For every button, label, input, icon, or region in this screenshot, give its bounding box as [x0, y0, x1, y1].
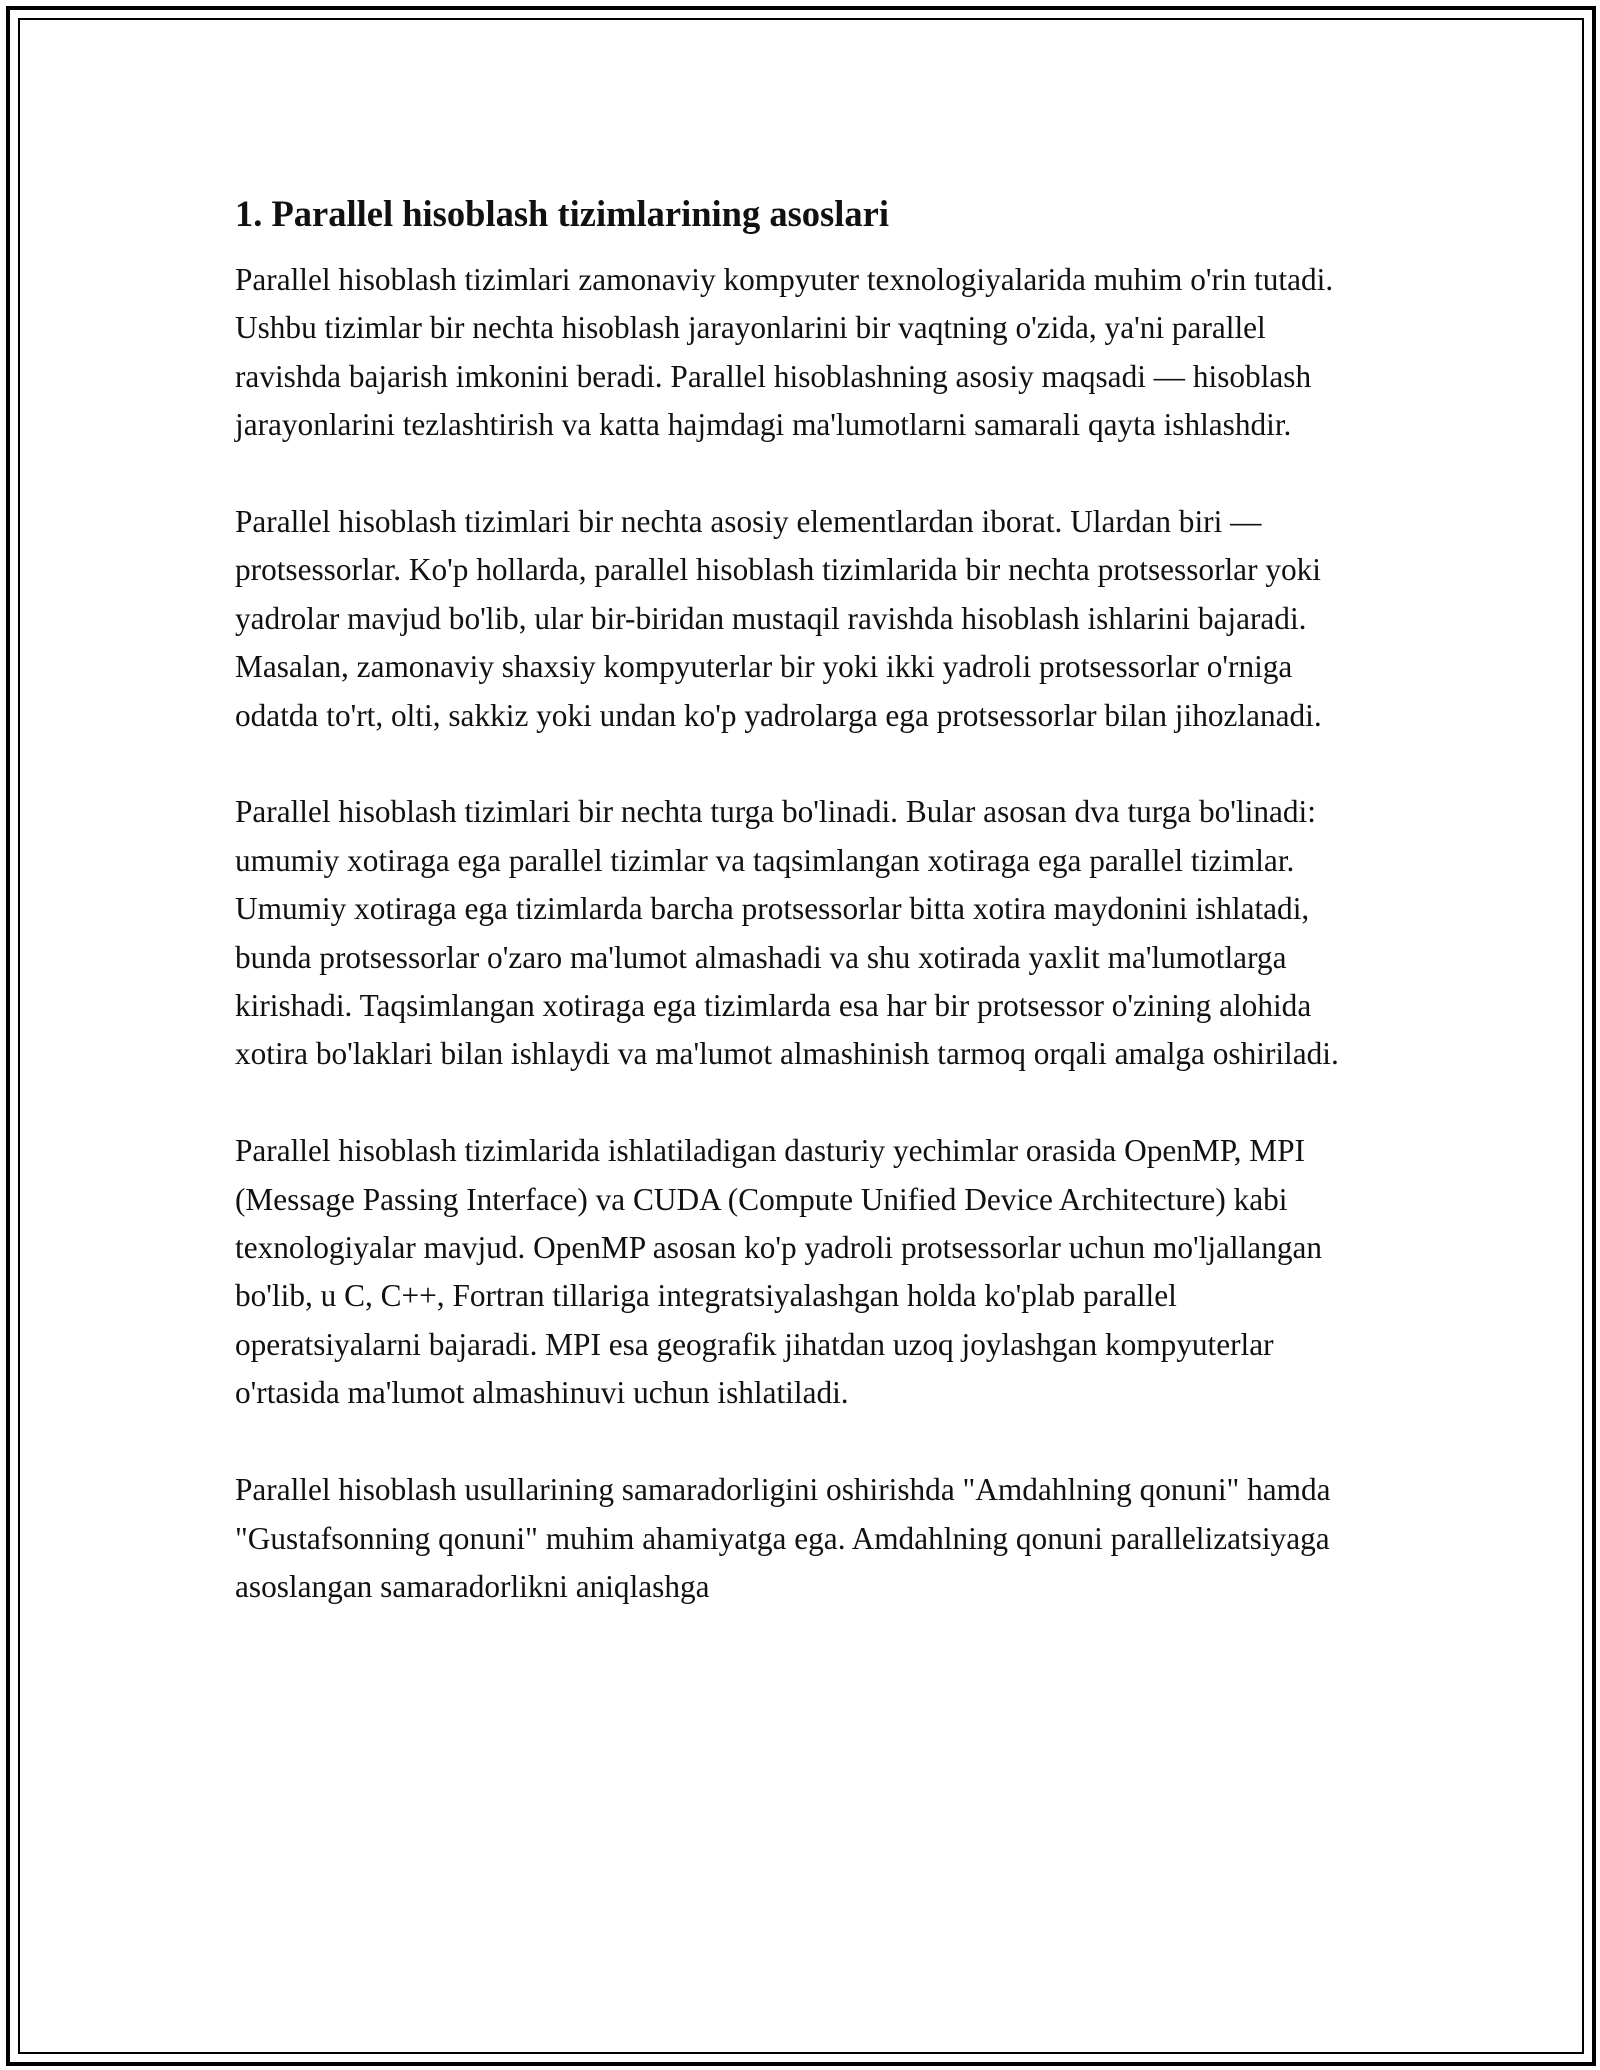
paragraph: Parallel hisoblash tizimlari bir nechta turga bo'linadi. Bular asosan dva turga bo'linadi: umumiy xotiraga ega parallel tizimlar va taqsimlangan xotiraga ega parallel tizimlar. Umumiy xotiraga ega tizimlarda barcha protsessorlar bitta xotira maydonini ishlatadi, bunda protsessorlar o'zaro ma'lumot almashadi va shu xotirada yaxlit ma'lumotlarga kirishadi. Taqsimlangan xotiraga ega tizimlarda esa har bir protsessor o'zining alohida xotira bo'laklari bilan ishlaydi va ma'lumot almashinish tarmoq orqali amalga oshiriladi. [235, 794, 1339, 1072]
document-body [235, 186, 1370, 1660]
paragraph: Parallel hisoblash tizimlari bir nechta asosiy elementlardan iborat. Ulardan biri — protsessorlar. Ko'p hollarda, parallel hisoblash tizimlarida bir nechta protsessorlar yoki yadrolar mavjud bo'lib, ular bir-biridan mustaqil ravishda hisoblash ishlarini bajaradi. Masalan, zamonaviy shaxsiy kompyuterlar bir yoki ikki yadroli protsessorlar o'rniga odatda to'rt, olti, sakkiz yoki undan ko'p yadrolarga ega protsessorlar bilan jihozlanadi. [235, 504, 1322, 733]
section-heading: 1. Parallel hisoblash tizimlarining asoslari [235, 193, 889, 234]
paragraph: Parallel hisoblash tizimlari zamonaviy kompyuter texnologiyalarida muhim o'rin tutadi. Ushbu tizimlar bir nechta hisoblash jarayonlarini bir vaqtning o'zida, ya'ni parallel ravishda bajarish imkonini beradi. Parallel hisoblashning asosiy maqsadi — hisoblash jarayonlarini tezlashtirish va katta hajmdagi ma'lumotlarni samarali qayta ishlashdir. [235, 262, 1334, 443]
paragraph: Parallel hisoblash usullarining samaradorligini oshirishda "Amdahlning qonuni" hamda "Gustafsonning qonuni" muhim ahamiyatga ega. Amdahlning qonuni parallelizatsiyaga asoslangan samaradorlikni aniqlashga [235, 1472, 1331, 1604]
paragraph: Parallel hisoblash tizimlarida ishlatiladigan dasturiy yechimlar orasida OpenMP, MPI (Message Passing Interface) va CUDA (Compute Unified Device Architecture) kabi texnologiyalar mavjud. OpenMP asosan ko'p yadroli protsessorlar uchun mo'ljallangan bo'lib, u C, C++, Fortran tillariga integratsiyalashgan holda ko'plab parallel operatsiyalarni bajaradi. MPI esa geografik jihatdan uzoq joylashgan kompyuterlar o'rtasida ma'lumot almashinuvi uchun ishlatiladi. [235, 1133, 1323, 1411]
